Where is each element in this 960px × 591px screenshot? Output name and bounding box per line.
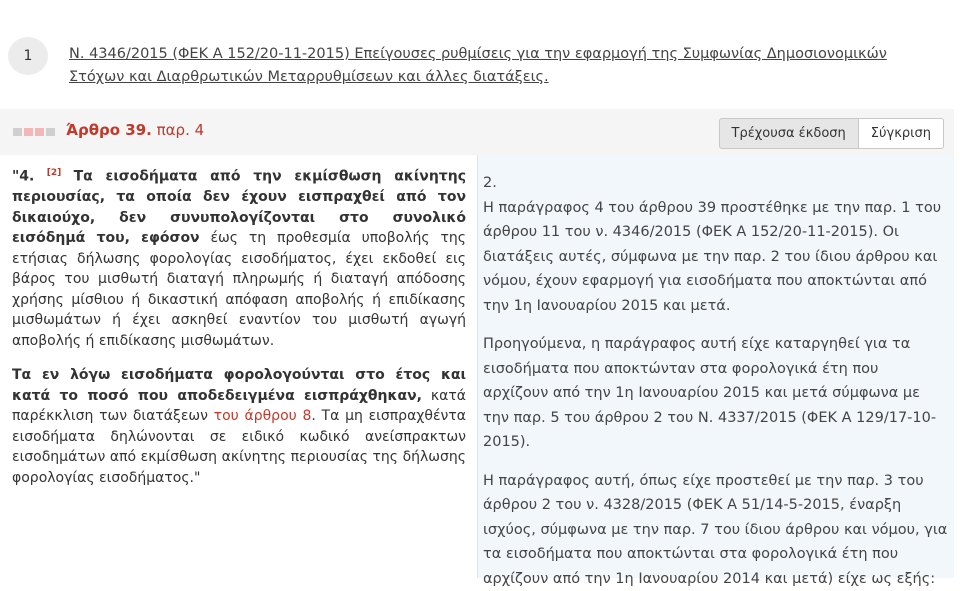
footnote-paragraph: Η παράγραφος αυτή, όπως είχε προστεθεί με την παρ. 3 του άρθρου 2 του ν. 4328/2015 (ΦΕΚ Α 51/14-5-2015, έναρξη ισχύος, σύμφωνα με την παρ. 7 του ίδιου άρθρου και νόμου, για τα εισοδήματα που αποκτώνται στα φορολογικά έτη που αρχίζουν από την 1η Ιανουαρίου 2014 και μετά) είχε ως εξής: [483,469,948,591]
paragraph-text: . Τα μη εισπραχθέντα εισοδήματα δηλώνονται σε ειδικό κωδικό ανείσπρακτων εισοδημάτων από εκμίσθωση ακίνητης περιουσίας της δήλωσης φορολογίας εισοδήματος." [12,408,466,486]
article-text [12,163,466,502]
law-title-link[interactable]: Ν. 4346/2015 (ΦΕΚ Α 152/20-11-2015) Επείγουσες ρυθμίσεις για την εφαρμογή της Συμφωνίας Δημοσιονομικών Στόχων και Διαρθρωτικών Μεταρρυθμίσεων και άλλες διατάξεις. [69,43,929,89]
footnote-paragraph: Προηγούμενα, η παράγραφος αυτή είχε καταργηθεί για τα εισοδήματα που αποκτώνταν στα φορολογικά έτη που αρχίζουν από την 1η Ιανουαρίου 2015 και μετά σύμφωνα με την παρ. 5 του άρθρου 2 του Ν. 4337/2015 (ΦΕΚ Α 129/17-10-2015). [483,332,948,455]
footnote-paragraph: Η παράγραφος 4 του άρθρου 39 προστέθηκε με την παρ. 1 του άρθρου 11 του ν. 4346/2015 (ΦΕΚ Α 152/20-11-2015). Οι διατάξεις αυτές, σύμφωνα με την παρ. 2 του ίδιου άρθρου και νόμου, έχουν εφαρμογή για εισοδήματα που αποκτώνται από την 1η Ιανουαρίου 2015 και μετά. [483,196,948,319]
article-reference-link[interactable]: του άρθρου 8 [214,408,312,424]
paragraph-open: "4. [12,169,34,185]
footnote-number: 2. [483,171,948,196]
paragraph-bold: Τα εισοδήματα από την εκμίσθωση ακίνητης περιουσίας, τα οποία δεν έχουν εισπραχθεί από τον δικαιούχο, δεν συνυπολογίζονται στο συνολικό εισόδημά του, εφόσον [12,169,466,247]
article-paragraph-1 [12,163,466,351]
article-label: Άρθρο 39. [66,121,152,139]
law-number-badge: 1 [8,37,48,75]
paragraph-bold: Τα εν λόγω εισοδήματα φορολογούνται στο έτος και κατά το ποσό που αποδεδειγμένα εισπράχθηκαν, [12,367,466,404]
indicator-dot [35,128,44,136]
version-buttons [719,118,944,149]
indicator-dot [13,128,22,136]
paragraph-text: κατά παρέκκλιση των διατάξεων [12,388,466,425]
article-title [66,121,204,139]
current-version-button[interactable]: Τρέχουσα έκδοση [719,118,859,149]
importance-indicator [13,128,55,136]
footnote-panel [478,155,954,578]
paragraph-text: έως τη προθεσμία υποβολής της ετήσιας δήλωσης φορολογίας εισοδήματος, έχει εκδοθεί εις βάρος του μισθωτή διαταγή πληρωμής ή διαταγή απόδοσης χρήσης μίσθιου ή δικαστική απόφαση αποβολής ή επιδίκασης μισθωμάτων ή έχει ασκηθεί εναντίον του μισθωτή αγωγή αποβολής ή επιδίκασης μισθωμάτων. [12,230,466,349]
paragraph-label: παρ. 4 [157,121,205,139]
article-toolbar [0,109,954,155]
compare-button[interactable]: Σύγκριση [859,118,944,149]
indicator-dot [46,128,55,136]
footnote-ref[interactable]: [2] [47,168,62,178]
article-paragraph-2 [12,365,466,488]
indicator-dot [24,128,33,136]
